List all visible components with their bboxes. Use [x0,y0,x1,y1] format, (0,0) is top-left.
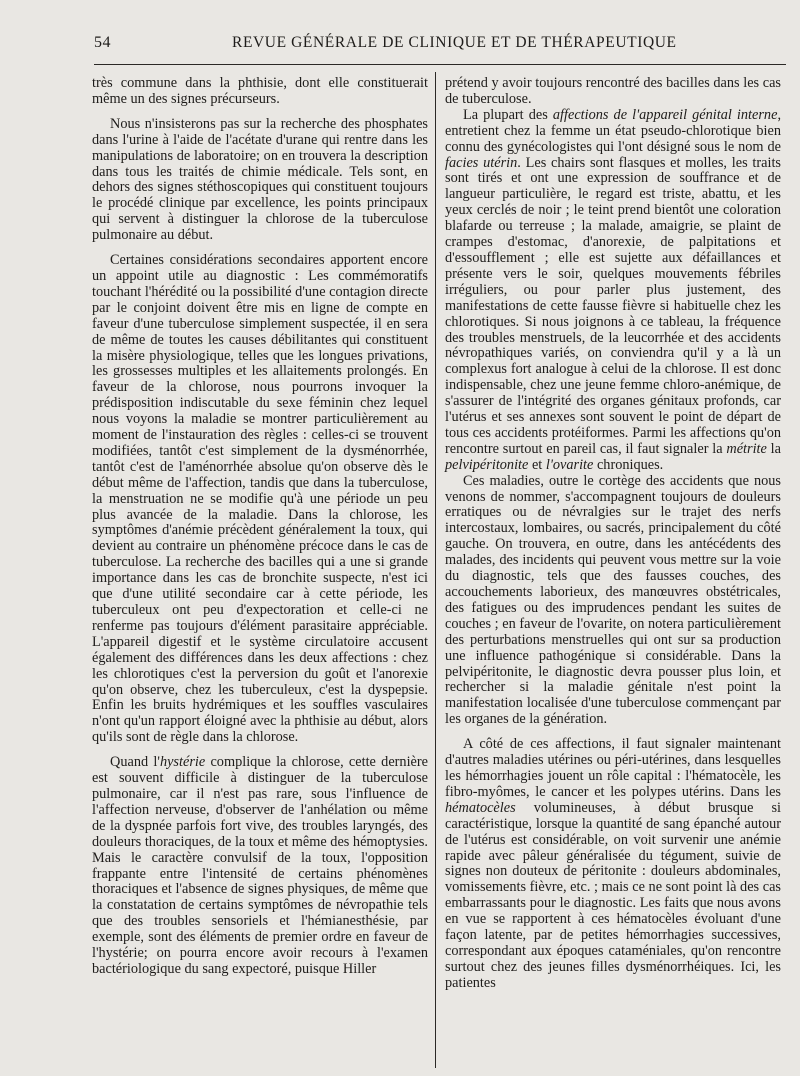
paragraph [445,737,781,992]
page-number: 54 [94,34,111,51]
text-run: Quand l' [110,754,160,771]
paragraph: prétend y avoir toujours rencontré des bacilles dans les cas de tuberculose. [445,75,781,107]
italic-term: hystérie [159,754,206,771]
paragraph: Certaines considérations secondaires apportent encore un appoint utile au diagnostic : Les commémoratifs touchant l'hérédité ou la possibilité d'une contagion directe par le conjoint doivent être mis en ligne de compte en faveur d'une tuberculose simplement suspectée, il en sera de même de toutes les causes débilitantes qui constituent la misère physiologique, telles que les longues privations, les grossesses multiples et les allaitements prolongés. En faveur de la chlorose, nous pourrons invoquer la prédisposition indiscutable du sexe féminin chez lequel nous voyons la maladie se montrer particulièrement au moment de l'instauration des règles : celles-ci se trouvent modifiées, tantôt c'est simplement de la dysménorrhée, tantôt c'est de l'aménorrhée absolue qu'on observe dès le début même de l'affection, tandis que dans la tuberculose, la menstruation ne se modifie qu'à une période un peu plus avancée de la maladie. Dans la chlorose, les symptômes d'anémie précèdent généralement la toux, qui devient au contraire un phénomène précoce dans le cas de tuberculose. La recherche des bacilles qui a une si grande importance dans les cas de bronchite suspecte, n'est ici que d'une utilité secondaire car à cette période, les tuberculeux ont peu d'expectoration et celle-ci ne renferme pas toujours d'élément parasitaire appréciable. L'appareil digestif et le système circulatoire accusent également des différences dans les deux affections : chez les chlorotiques c'est la perversion du goût et l'anorexie qu'on observe, chez les tuberculeux, c'est la dyspepsie. Enfin les bruits hydrémiques et les souffles vasculaires n'ont qu'un rapport éloigné avec la phthisie au début, alors qu'ils sont de règle dans la chlorose. [92,252,428,746]
running-title: REVUE GÉNÉRALE DE CLINIQUE ET DE THÉRAPEUTIQUE [232,34,677,51]
text-run: volumineuses, à début brusque si caractéristique, lorsque la quantité de sang épanché autour de l'utérus est considérable, on voit survenir une anémie rapide avec pâleur généralisée du tégument, suivie de signes non douteux de péritonite : douleurs abdominales, vomissements fièvre, etc. ; mais ce ne sont point là des cas embarrassants pour le diagnostic. Les faits que nous avons en vue se rapportent à ces hématocèles évoluant d'une façon latente, par de petites hémorrhagies successives, correspondant aux époques cataméniales, qu'on rencontre surtout chez des jeunes filles dysménorrhéiques. Ici, les patientes [445,799,781,991]
paragraph [445,108,781,474]
page-header [94,34,786,56]
left-column [92,76,428,978]
paragraph: très commune dans la phthisie, dont elle constituerait même un des signes précurseurs. [92,75,428,107]
text-run: , entretient chez la femme un état pseudo-chlorotique bien connu des gynécologistes qui l'ont désigné sous le nom de [445,106,782,155]
right-column [445,76,781,992]
italic-term: affections de l'appareil génital interne [552,106,778,123]
text-run: . Les chairs sont flasques et molles, les traits sont tirés et ont une expression de souffrance et de langueur particulière, le regard est triste, abattu, et les yeux cerclés de noir ; le teint prend bientôt une coloration blafarde ou terreuse ; la malade, amaigrie, se plaint de crampes d'estomac, d'anorexie, de palpitations et d'essoufflement ; elle est sujette aux défaillances et présente vers le soir, quelques mouvements fébriles irréguliers, ou pour parler plus justement, des manifestations de cette fausse fièvre si habituelle chez les chlorotiques. Si nous joignons à ce tableau, la fréquence des troubles menstruels, de la leucorrhée et des accidents névropathiques variés, on conviendra qu'il y a là un complexus fort analogue à celui de la chlorose. Il est donc indispensable, chez une jeune femme chloro-anémique, de s'assurer de l'intégrité des organes génitaux profonds, car l'utérus et ses annexes sont souvent le point de départ de tous ces accidents protéiformes. Parmi les affections qu'on rencontre surtout en pareil cas, il faut signaler la [445,154,781,457]
italic-term: pelvipéritonite [445,456,529,473]
italic-term: facies utérin [445,154,518,171]
italic-term: hématocèles [445,799,516,816]
text-run: complique la chlorose, cette dernière est souvent difficile à distinguer de la tuberculose pulmonaire, car il n'est pas rare, sous l'influence de l'affection nerveuse, d'observer de l'anhélation ou même de la dyspnée parfois fort vive, des troubles laryngés, des douleurs thoraciques, de la toux et même des hémoptysies. Mais le caractère convulsif de la toux, l'opposition frappante entre l'intensité de certains phénomènes thoraciques et l'absence de signes physiques, de même que la constatation de certains symptômes de névropathie tels que des troubles sensoriels et l'hémianesthésie, par exemple, sont des éléments de premier ordre en faveur de l'hystérie; on pourra encore avoir recours à l'examen bactériologique du sang expectoré, puisque Hiller [92,754,428,977]
text-run: la [766,440,781,457]
column-divider [435,72,436,1068]
text-run: La plupart des [463,106,553,123]
header-rule [94,64,786,65]
italic-term: métrite [726,440,767,457]
paragraph [92,755,428,978]
text-run: et [528,456,546,473]
paragraph: Nous n'insisterons pas sur la recherche des phosphates dans l'urine à l'aide de l'acétate d'urane qui rentre dans les manipulations de laboratoire; on en trouvera la description dans tous les traités de chimie médicale. Tels sont, en dehors des signes stéthoscopiques qui constituent toujours le procédé clinique par excellence, les points principaux qui servent à distinguer la chlorose de la tuberculose pulmonaire au début. [92,115,428,244]
italic-term: l'ovarite [545,456,594,473]
text-run: A côté de ces affections, il faut signaler maintenant d'autres maladies utérines ou péri-utérines, dans lesquelles les hémorrhagies jouent un rôle capital : l'hématocèle, les fibro-myômes, le cancer et les polypes utérins. Dans les [445,736,781,800]
paragraph: Ces maladies, outre le cortège des accidents que nous venons de nommer, s'accompagnent toujours de douleurs erratiques ou de névralgies sur le trajet des nerfs intercostaux, lombaires, ou sacrés, principalement du côté gauche. On trouvera, en outre, dans les antécédents des malades, des incidents qui peuvent vous mettre sur la voie du diagnostic, tels que des fausses couches, des accouchements laborieux, des manœuvres obstétricales, des fatigues ou des imprudences pendant les suites de couches ; en faveur de l'ovarite, on notera particulièrement des perturbations menstruelles qui ont sur sa production une influence pathogénique si considérable. Dans la pelvipéritonite, le diagnostic devra pousser plus loin, et rechercher si la maladie génitale n'est point la manifestation localisée d'une tuberculose commençant par les organes de la génération. [445,472,781,728]
text-run: chroniques. [593,456,664,473]
